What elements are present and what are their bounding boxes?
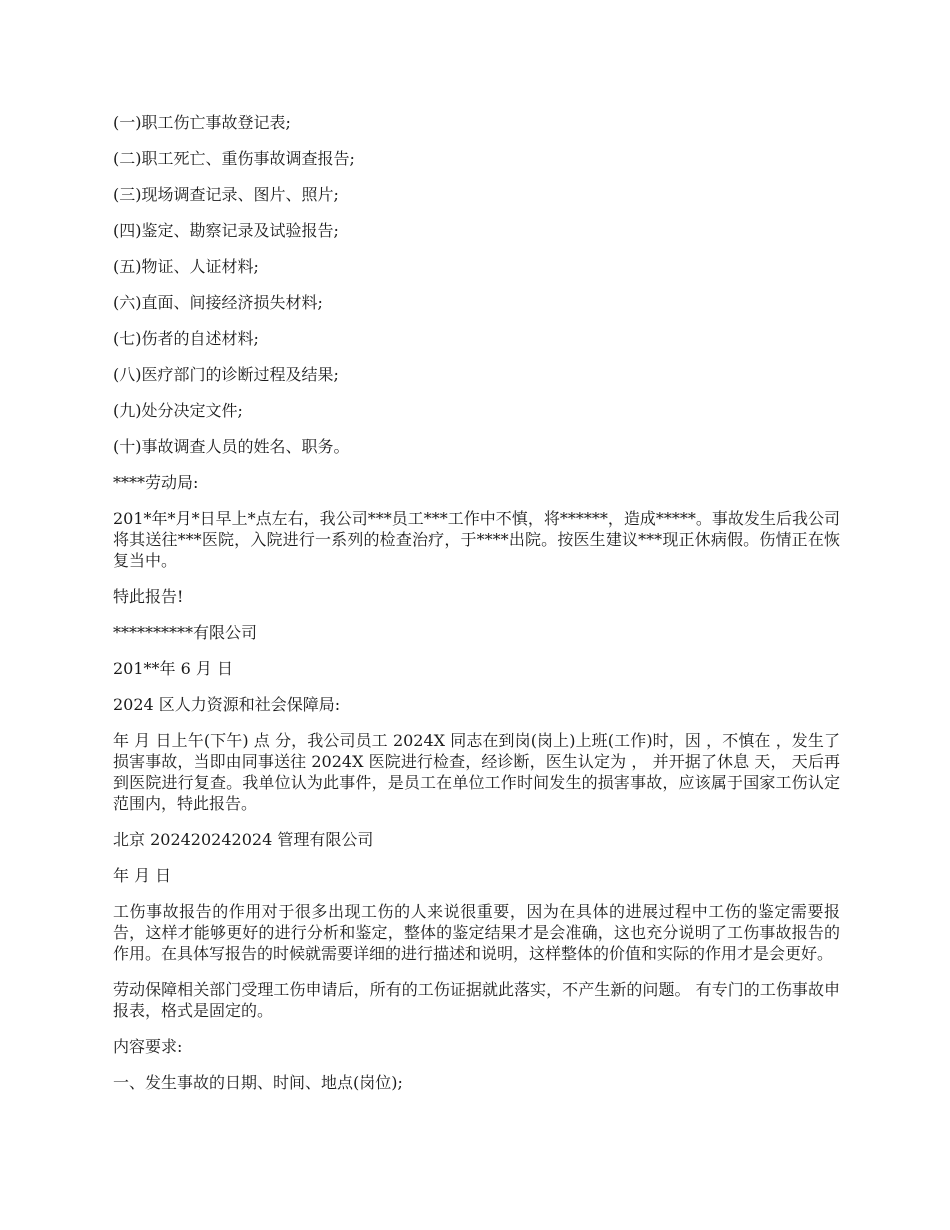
list-item: (六)直面、间接经济损失材料; xyxy=(113,293,323,312)
list-item: (十)事故调查人员的姓名、职务。 xyxy=(113,437,350,456)
list-item: (三)现场调查记录、图片、照片; xyxy=(113,185,339,204)
letter1-closing: 特此报告! xyxy=(113,587,184,606)
letter2-body: 年 月 日上午(下午) 点 分，我公司员工 2024X 同志在到岗(岗上)上班(工作)时，因 ，不慎在 ，发生了损害事故，当即由同事送往 2024X 医院进行检查，经诊断，医生认定为 ， 并开据了休息 天， 天后再到医院进行复查。我单位认为此事件，是员工在单位工作时间发生的损害事故，应该属于国家工伤认定范围内，特此报告。 xyxy=(113,731,840,813)
explanation-paragraph: 工伤事故报告的作用对于很多出现工伤的人来说很重要，因为在具体的进展过程中工伤的鉴定需要报告，这样才能够更好的进行分析和鉴定，整体的鉴定结果才是会准确，这也充分说明了工伤事故报告的作用。在具体写报告的时候就需要详细的进行描述和说明，这样整体的价值和实际的作用才是会更好。 xyxy=(113,902,840,963)
document-body xyxy=(113,112,840,1108)
letter2-addressee: 2024 区人力资源和社会保障局: xyxy=(113,695,341,714)
letter2-company: 北京 202420242024 管理有限公司 xyxy=(113,830,374,849)
list-item: (七)伤者的自述材料; xyxy=(113,329,259,348)
list-item: (八)医疗部门的诊断过程及结果; xyxy=(113,365,339,384)
list-item: (四)鉴定、勘察记录及试验报告; xyxy=(113,221,339,240)
list-item: (一)职工伤亡事故登记表; xyxy=(113,113,291,132)
letter1-date: 201**年 6 月 日 xyxy=(113,659,233,678)
explanation-paragraph: 劳动保障相关部门受理工伤申请后，所有的工伤证据就此落实，不产生新的问题。 有专门的工伤事故申报表，格式是固定的。 xyxy=(113,980,840,1020)
letter1-body: 201*年*月*日早上*点左右，我公司***员工***工作中不慎，将******，造成*****。事故发生后我公司将其送往***医院，入院进行一系列的检查治疗，于****出院。按医生建议***现正休病假。伤情正在恢复当中。 xyxy=(113,509,840,570)
list-item: (五)物证、人证材料; xyxy=(113,257,259,276)
letter1-addressee: ****劳动局: xyxy=(113,473,199,492)
requirements-heading: 内容要求: xyxy=(113,1037,183,1056)
list-item: (九)处分决定文件; xyxy=(113,401,243,420)
list-item: (二)职工死亡、重伤事故调查报告; xyxy=(113,149,355,168)
requirement-item: 一、发生事故的日期、时间、地点(岗位); xyxy=(113,1073,403,1092)
letter2-date: 年 月 日 xyxy=(113,866,172,885)
letter1-company: **********有限公司 xyxy=(113,623,258,642)
